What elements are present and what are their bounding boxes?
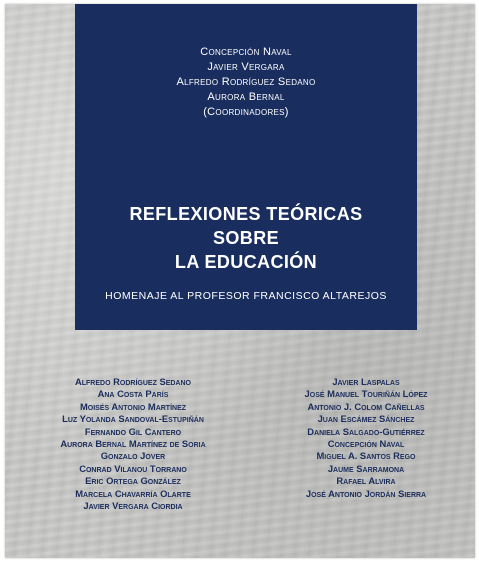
authors-left-column: [22, 376, 244, 512]
title-line: SOBRE: [212, 228, 279, 248]
book-title: [75, 202, 417, 274]
author-name: Marcela Chavarría Olarte: [75, 487, 191, 499]
coordinators-label: (Coordinadores): [203, 106, 289, 118]
coordinator-name: Concepción Naval: [200, 46, 292, 58]
authors-right-column: [271, 376, 461, 500]
title-line: REFLEXIONES TEÓRICAS: [129, 204, 363, 224]
author-name: Moisés Antonio Martínez: [79, 400, 187, 412]
author-name: Aurora Bernal Martínez de Soria: [60, 438, 206, 450]
author-name: Javier Vergara Ciordia: [83, 500, 183, 512]
author-name: José Antonio Jordán Sierra: [305, 487, 427, 499]
author-name: Concepción Naval: [327, 438, 405, 450]
author-name: Ana Costa París: [97, 388, 169, 400]
author-name: Antonio J. Colom Cañellas: [307, 400, 425, 412]
author-name: José Manuel Touriñán López: [304, 388, 428, 400]
title-line: LA EDUCACIÓN: [174, 252, 318, 272]
author-name: Luz Yolanda Sandoval-Estupiñán: [62, 413, 204, 425]
author-name: Gonzalo Jover: [100, 450, 166, 462]
author-name: Rafael Alvira: [336, 475, 396, 487]
author-name: Javier Laspalas: [332, 376, 400, 387]
author-name: Juan Escámez Sánchez: [317, 413, 415, 425]
book-subtitle: HOMENAJE AL PROFESOR FRANCISCO ALTAREJOS: [105, 290, 387, 302]
coordinator-name: Aurora Bernal: [207, 91, 285, 103]
author-name: Daniela Salgado-Gutiérrez: [307, 425, 425, 437]
author-name: Alfredo Rodríguez Sedano: [74, 376, 191, 387]
author-name: Conrad Vilanou Torrano: [79, 462, 187, 474]
book-cover: [5, 4, 475, 558]
author-name: Fernando Gil Cantero: [84, 425, 182, 437]
coordinators-list: [75, 45, 417, 120]
author-name: Miguel A. Santos Rego: [316, 450, 416, 462]
author-name: Eric Ortega González: [85, 475, 181, 487]
author-name: Jaume Sarramona: [327, 462, 405, 474]
coordinator-name: Alfredo Rodríguez Sedano: [176, 76, 316, 88]
coordinator-name: Javier Vergara: [207, 61, 285, 73]
title-panel: [75, 4, 417, 330]
